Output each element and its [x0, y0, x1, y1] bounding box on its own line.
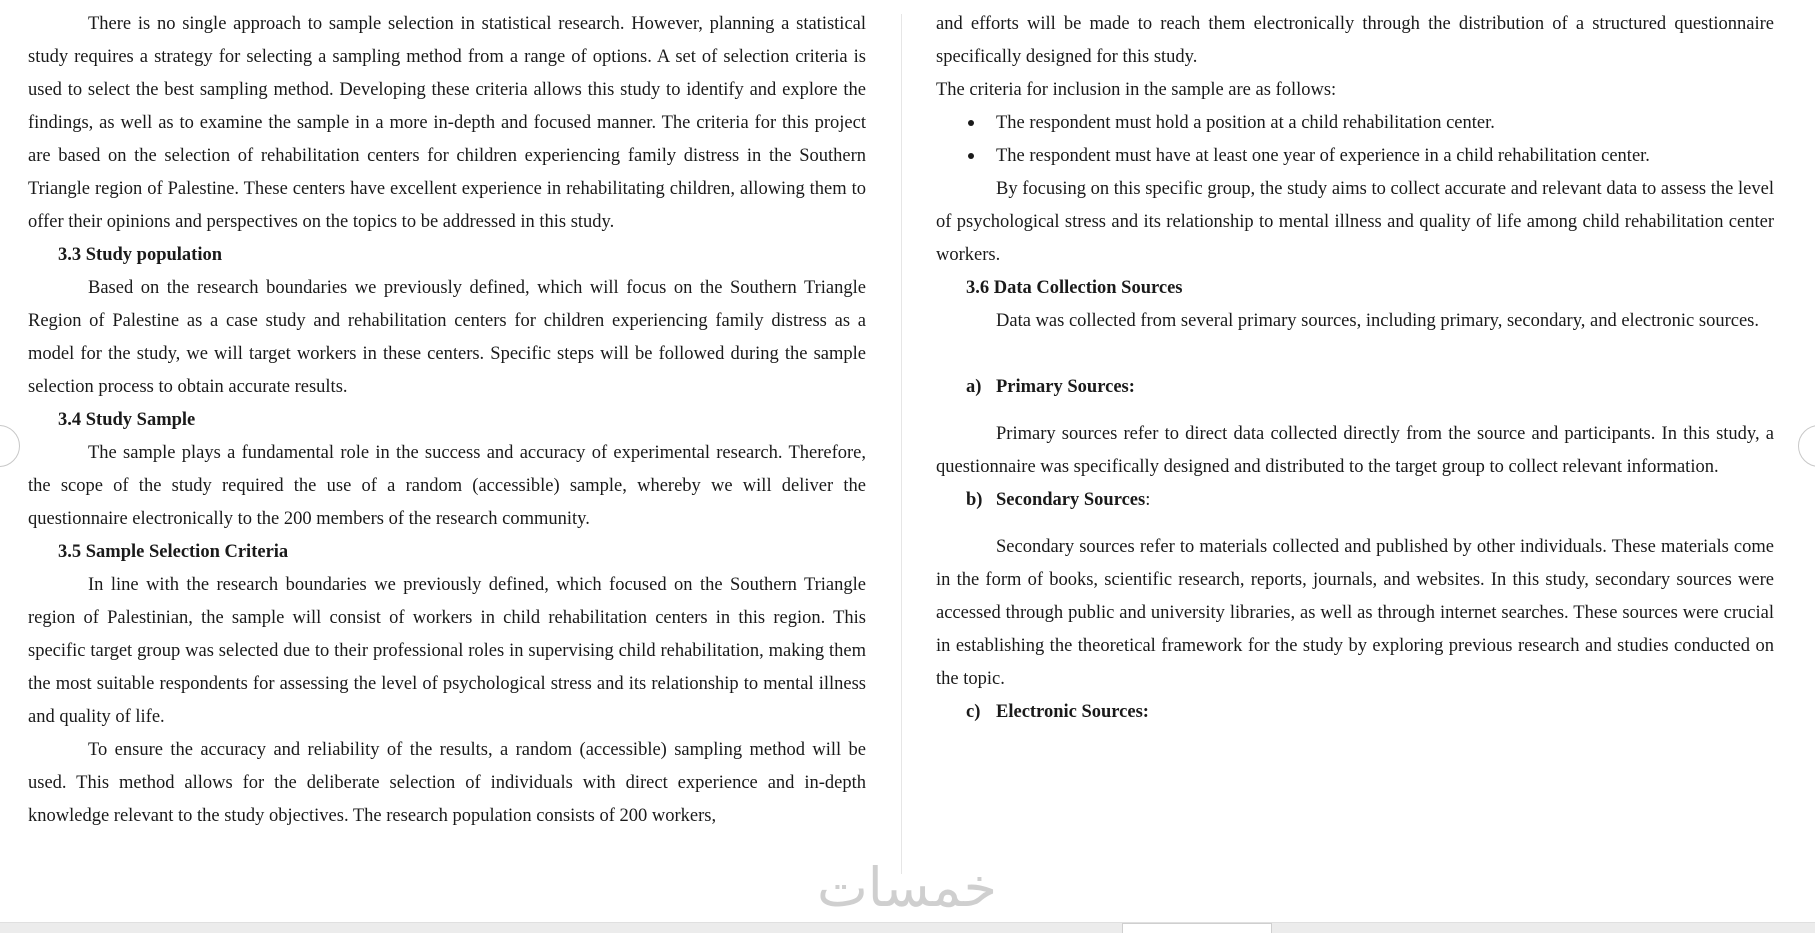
- right-column: [936, 8, 1774, 729]
- heading-study-population: 3.3 Study population: [58, 245, 222, 265]
- heading-data-collection-sources: 3.6 Data Collection Sources: [966, 278, 1183, 298]
- paragraph-focus-group: By focusing on this specific group, the study aims to collect accurate and relevant data to assess the level of psychological stress and its relationship to mental illness and quality of life among child rehabilitation center workers.: [936, 179, 1774, 265]
- criteria-intro: The criteria for inclusion in the sample are as follows:: [936, 80, 1337, 100]
- list-marker: a): [966, 377, 982, 397]
- subheading-primary-sources: [936, 371, 1774, 404]
- bottom-scrollbar-track[interactable]: [0, 922, 1815, 933]
- next-page-handle[interactable]: [1798, 425, 1815, 467]
- column-divider: [901, 14, 902, 874]
- heading-sample-selection-criteria: 3.5 Sample Selection Criteria: [58, 542, 289, 562]
- paragraph-study-sample: The sample plays a fundamental role in the success and accuracy of experimental research. Therefore, the scope of the study required the use of a random (accessible) sample, whereby we will deliver the questionnaire electronically to the 200 members of the research community.: [28, 443, 866, 529]
- subheading-secondary-sources: [936, 484, 1774, 517]
- paragraph-study-population: Based on the research boundaries we previously defined, which will focus on the Southern Triangle Region of Palestine as a case study and rehabilitation centers for children experiencing family distress as a model for the study, we will target workers in these centers. Specific steps will be followed during the sample selection process to obtain accurate results.: [28, 278, 866, 397]
- subheading-colon: :: [1145, 490, 1151, 510]
- heading-study-sample: 3.4 Study Sample: [58, 410, 196, 430]
- previous-page-handle[interactable]: [0, 425, 20, 467]
- paragraph-continuation: and efforts will be made to reach them electronically through the distribution of a structured questionnaire specifically designed for this study.: [936, 14, 1774, 67]
- paragraph-selection-criteria: In line with the research boundaries we previously defined, which focused on the Southern Triangle region of Palestinian, the sample will consist of workers in child rehabilitation centers in this region. This specific target group was selected due to their professional roles in supervising child rehabilitation, making them the most suitable respondents for assessing the level of psychological stress and its relationship to mental illness and quality of life.: [28, 575, 866, 727]
- paragraph-sampling-approach: There is no single approach to sample selection in statistical research. However, planning a statistical study requires a strategy for selecting a sampling method from a range of options. A set of selection criteria is used to select the best sampling method. Developing these criteria allows this study to identify and explore the findings, as well as to examine the sample in a more in-depth and focused manner. The criteria for this project are based on the selection of rehabilitation centers for children experiencing family distress in the Southern Triangle region of Palestine. These centers have excellent experience in rehabilitating children, allowing them to offer their opinions and perspectives on the topics to be addressed in this study.: [28, 14, 866, 232]
- watermark-logo: خمسات: [816, 856, 998, 919]
- subheading-label: Electronic Sources:: [996, 702, 1149, 722]
- left-column: [28, 8, 866, 833]
- paragraph-sampling-method: To ensure the accuracy and reliability of the results, a random (accessible) sampling method will be used. This method allows for the deliberate selection of individuals with direct experience and in-depth knowledge relevant to the study objectives. The research population consists of 200 workers,: [28, 740, 866, 826]
- paragraph-primary-sources: Primary sources refer to direct data collected directly from the source and participants. In this study, a questionnaire was specifically designed and distributed to the target group to collect relevant information.: [936, 424, 1774, 477]
- list-item: The respondent must hold a position at a child rehabilitation center.: [936, 107, 1774, 140]
- subheading-label: Secondary Sources: [996, 490, 1146, 510]
- paragraph-secondary-sources: Secondary sources refer to materials collected and published by other individuals. These materials come in the form of books, scientific research, reports, journals, and websites. In this study, secondary sources were accessed through public and university libraries, as well as through internet searches. These sources were crucial in establishing the theoretical framework for the study by exploring previous research and studies conducted on the topic.: [936, 537, 1774, 689]
- list-marker: c): [966, 702, 981, 722]
- list-item: The respondent must have at least one year of experience in a child rehabilitation center.: [936, 140, 1774, 173]
- paragraph-data-sources: Data was collected from several primary sources, including primary, secondary, and electronic sources.: [996, 311, 1759, 331]
- subheading-electronic-sources: [936, 696, 1774, 729]
- list-marker: b): [966, 490, 983, 510]
- subheading-label: Primary Sources:: [996, 377, 1135, 397]
